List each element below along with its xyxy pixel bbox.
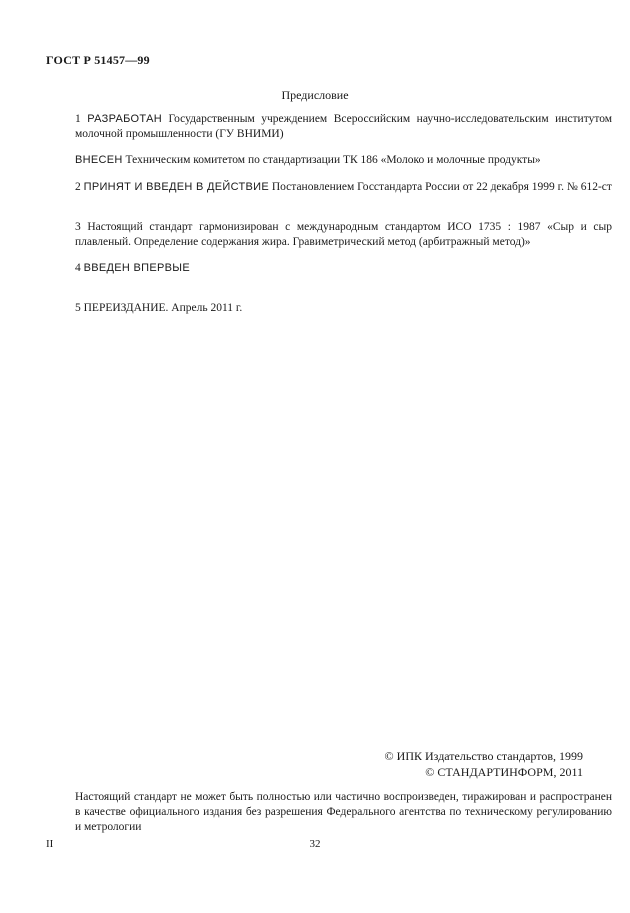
preface-title: Предисловие [281, 88, 349, 102]
item-number: 4 [75, 262, 81, 274]
item-text: Постановлением Госстандарта России от 22 декабря 1999 г. № 612-ст [268, 181, 612, 193]
page-number: 32 [309, 838, 321, 850]
copyright-line-2: © СТАНДАРТИНФОРМ, 2011 [425, 765, 583, 779]
preface-item-4 [46, 261, 612, 276]
item-caps: РАЗРАБОТАН [87, 113, 162, 125]
standard-code: ГОСТ Р 51457—99 [46, 53, 150, 67]
item-number: 2 [75, 181, 81, 193]
copyright-block [385, 748, 583, 780]
preface-item-3 [46, 220, 612, 250]
reproduction-notice: Настоящий стандарт не может быть полностью или частично воспроизведен, тиражирован и распространен в качестве официального издания без разрешения Федерального агентства по техническому регулированию и метрологии [75, 791, 612, 833]
item-text: Техническим комитетом по стандартизации ТК 186 «Молоко и молочные продукты» [122, 154, 541, 166]
item-caps: ВВЕДЕН ВПЕРВЫЕ [83, 262, 190, 274]
item-text: 3 Настоящий стандарт гармонизирован с международным стандартом ИСО 1735 : 1987 «Сыр и сыр плавленый. Определение содержания жира. Гравиметрический метод (арбитражный метод)» [75, 221, 612, 248]
item-text: Государственным учреждением Всероссийским научно-исследовательским институтом молочной промышленности (ГУ ВНИМИ) [75, 113, 613, 140]
roman-page-number: II [46, 838, 54, 850]
preface-item-2 [46, 180, 612, 195]
copyright-line-1: © ИПК Издательство стандартов, 1999 [384, 749, 583, 763]
item-text: 5 ПЕРЕИЗДАНИЕ. Апрель 2011 г. [75, 302, 243, 314]
item-number: 1 [75, 113, 81, 125]
preface-item-1 [46, 112, 612, 142]
preface-item-1b [46, 153, 612, 168]
item-caps: ПРИНЯТ И ВВЕДЕН В ДЕЙСТВИЕ [83, 181, 269, 193]
item-caps: ВНЕСЕН [75, 154, 123, 166]
preface-item-5 [46, 301, 612, 316]
